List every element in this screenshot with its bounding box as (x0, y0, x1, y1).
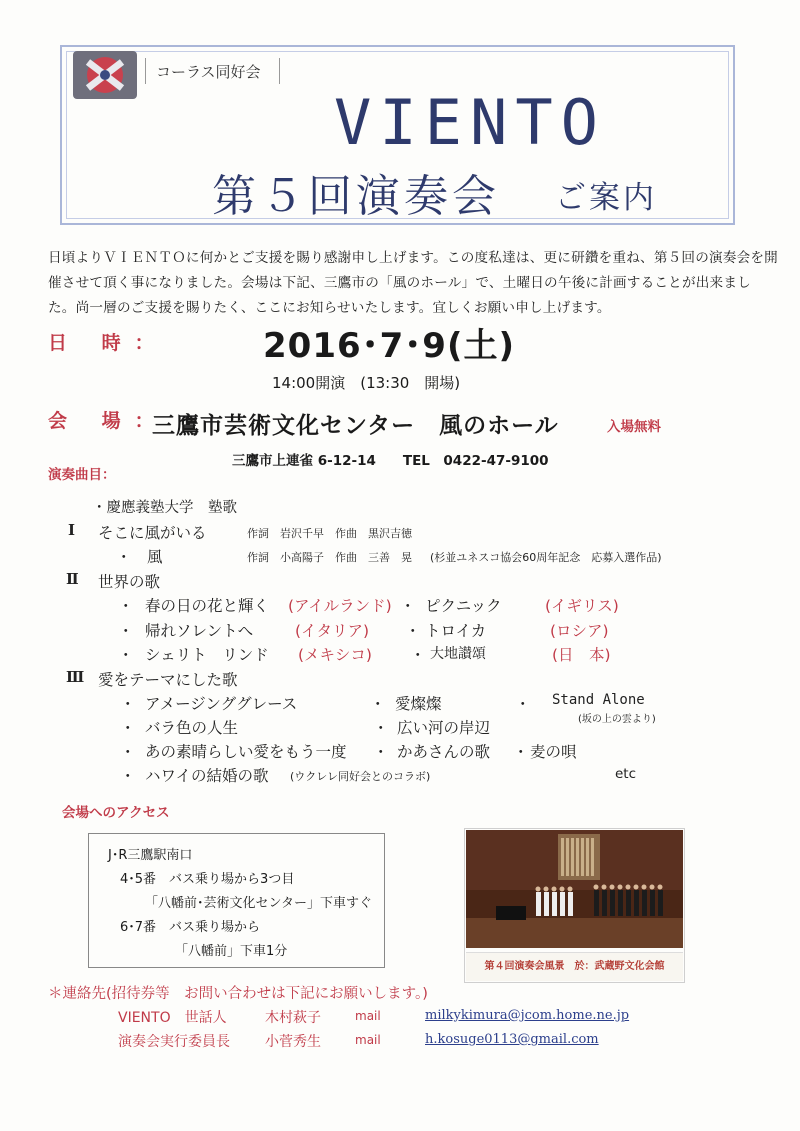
access-line: 「八幡前」下車1分 (175, 944, 288, 959)
bullet: ・ (120, 767, 136, 785)
mail-label: mail (355, 1033, 381, 1047)
song-title: Stand Alone (552, 692, 645, 708)
bullet: ・ (513, 743, 529, 761)
concert-photo (466, 830, 683, 948)
song-title: バラ色の人生 (145, 719, 239, 737)
intro-paragraph: 日頃よりＶＩＥＮＴＯに何かとご支援を賜り感謝申し上げます。この度私達は、更に研鑽を重ね、第５回の演奏会を開催させて頂く事になりました。会場は下記、三鷹市の「風のホール」で、土曜日の午後に計画することが出来ました。尚一層のご支援を賜りたく、ここにお知らせいたします。宜しくお願い申し上げます。 (48, 250, 778, 316)
section-1-sub-title: ・ 風 (116, 548, 163, 566)
song-country: (イタリア) (295, 622, 370, 640)
access-label: 会場へのアクセス (62, 805, 170, 821)
club-name: コーラス同好会 (145, 58, 280, 84)
song-country: (イギリス) (545, 597, 619, 615)
bullet: ・ (120, 719, 136, 737)
bullet: ・ (120, 743, 136, 761)
concert-title: 第５回演奏会 (212, 171, 500, 222)
bullet: ・ (405, 622, 421, 640)
access-line: 「八幡前･芸術文化センター」下車すぐ (145, 896, 372, 911)
section-1-credit: 作詞 岩沢千早 作曲 黒沢吉徳 (247, 527, 412, 540)
bullet: ・ (410, 646, 426, 664)
section-3-numeral: Ⅲ (66, 668, 85, 686)
song-title: アメージンググレース (145, 695, 298, 713)
song-title: ピクニック (425, 597, 502, 615)
song-title: 帰れソレントへ (145, 622, 254, 640)
bullet: ・ (118, 646, 134, 664)
email-link[interactable]: milkykimura@jcom.home.ne.jp (425, 1008, 630, 1023)
section-1-title: そこに風がいる (98, 524, 207, 542)
song-title: 広い河の岸辺 (397, 719, 491, 737)
song-title: 春の日の花と輝く (145, 597, 270, 615)
bullet: ・ (118, 622, 134, 640)
access-line: J･R三鷹駅南口 (108, 848, 193, 863)
section-1-sub-note: (杉並ユネスコ協会60周年記念 応募入選作品) (430, 551, 662, 564)
program-label: 演奏曲目： (48, 467, 116, 483)
section-2-numeral: Ⅱ (66, 570, 79, 588)
song-title: あの素晴らしい愛をもう一度 (145, 743, 347, 761)
bullet: ・ (370, 695, 386, 713)
bullet: ・ (120, 695, 136, 713)
free-admission: 入場無料 (607, 419, 661, 435)
song-title: 麦の唄 (530, 743, 577, 761)
group-title: VIENTO (334, 86, 606, 159)
access-line: 4･5番 バス乗り場から3つ目 (120, 872, 295, 887)
photo-caption: 第４回演奏会風景 於：武蔵野文化会館 (466, 952, 683, 981)
contact-role: 演奏会実行委員長 (118, 1034, 230, 1050)
song-country: (メキシコ) (298, 646, 372, 664)
song-country: (日 本) (552, 646, 611, 664)
mail-label: mail (355, 1009, 381, 1023)
song-title: シェリト リンド (145, 646, 269, 664)
venue-name: 三鷹市芸術文化センター 風のホール (152, 413, 559, 439)
venue-label: 会 場： (48, 410, 168, 432)
event-date: 2016･7･9(土) (263, 326, 516, 366)
section-1-sub-credit: 作詞 小高陽子 作曲 三善 晃 (247, 551, 412, 564)
song-title: 大地讃頌 (430, 646, 486, 662)
etc-label: etc (615, 766, 637, 782)
event-time: 14:00開演 (13:30 開場) (272, 374, 461, 392)
contact-role: VIENTO 世話人 (118, 1010, 227, 1026)
stand-alone-note: (坂の上の雲より) (578, 714, 656, 725)
song-title: トロイカ (425, 622, 487, 640)
bullet: ・ (118, 597, 134, 615)
song-title: かあさんの歌 (397, 743, 491, 761)
hawaii-note: (ウクレレ同好会とのコラボ) (290, 770, 431, 783)
section-2-title: 世界の歌 (98, 573, 161, 591)
bullet: ・ (400, 597, 416, 615)
contact-label: ＊連絡先(招待券等 お問い合わせは下記にお願いします。) (48, 986, 428, 1002)
opening-song: ・慶應義塾大学 塾歌 (92, 500, 237, 516)
song-country: (アイルランド) (288, 597, 392, 615)
song-title: 愛燦燦 (395, 695, 442, 713)
contact-name: 小菅秀生 (265, 1034, 321, 1050)
bullet: ・ (373, 719, 389, 737)
section-1-numeral: Ⅰ (68, 521, 76, 539)
song-title: ハワイの結婚の歌 (145, 767, 269, 785)
song-country: (ロシア) (550, 622, 609, 640)
access-line: 6･7番 バス乗り場から (120, 920, 261, 935)
venue-address: 三鷹市上連雀 6-12-14 TEL 0422-47-9100 (232, 453, 549, 469)
bullet: ・ (515, 695, 531, 713)
section-3-title: 愛をテーマにした歌 (98, 671, 238, 689)
bullet: ・ (373, 743, 389, 761)
annai-heading: ご案内 (555, 180, 657, 216)
email-link[interactable]: h.kosuge0113@gmail.com (425, 1032, 599, 1047)
date-label: 日 時： (48, 332, 168, 354)
contact-name: 木村萩子 (265, 1010, 321, 1026)
